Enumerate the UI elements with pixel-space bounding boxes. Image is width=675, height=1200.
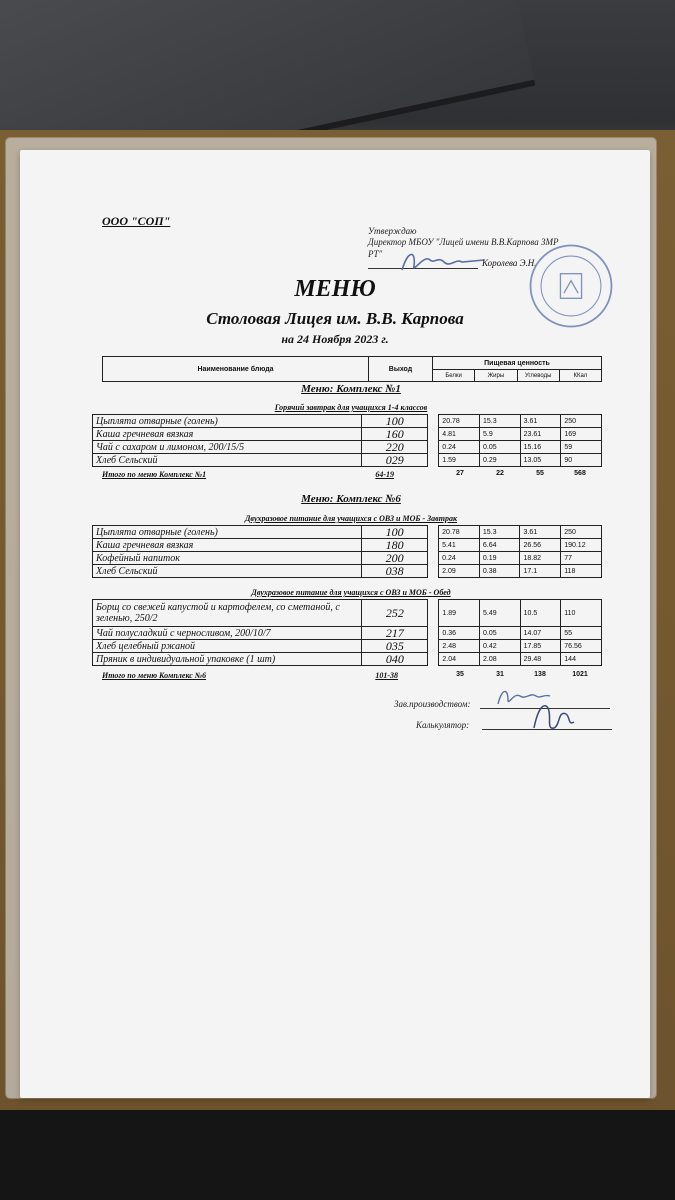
table-row: [93, 653, 602, 666]
table-row: [93, 552, 602, 565]
dish-proteins: 1.89: [439, 600, 480, 627]
complex1-title: Меню: Комплекс №1: [301, 383, 401, 395]
dish-output: 220: [362, 441, 428, 454]
dish-kcal: 118: [561, 565, 602, 578]
dish-proteins: 4.81: [439, 428, 480, 441]
cell-gap: [428, 640, 439, 653]
dish-carbs: 23.61: [520, 428, 561, 441]
dish-carbs: 18.82: [520, 552, 561, 565]
cell-gap: [428, 539, 439, 552]
dish-carbs: 29.48: [520, 653, 561, 666]
dish-proteins: 5.41: [439, 539, 480, 552]
table-row: [93, 640, 602, 653]
menu-sheet: [20, 150, 650, 1098]
dish-carbs: 10.5: [520, 600, 561, 627]
dish-kcal: 169: [561, 428, 602, 441]
dish-fats: 0.05: [480, 441, 521, 454]
dish-output: 180: [362, 539, 428, 552]
complex6-title: Меню: Комплекс №6: [301, 493, 401, 505]
dish-output: 160: [362, 428, 428, 441]
dish-kcal: 250: [561, 526, 602, 539]
complex6-section-lunch: Двухразовое питание для учащихся с ОВЗ и МОБ - Обед: [251, 588, 451, 597]
complex6-lunch-rows: [93, 600, 602, 666]
cell-gap: [428, 552, 439, 565]
dish-name: Пряник в индивидуальной упаковке (1 шт): [93, 653, 362, 666]
dish-fats: 0.29: [480, 454, 521, 467]
table-row: [93, 565, 602, 578]
table-row: [93, 627, 602, 640]
cell-gap: [428, 526, 439, 539]
complex1-rows: [93, 415, 602, 467]
complex6-breakfast-table: [92, 525, 602, 578]
dish-proteins: 1.59: [439, 454, 480, 467]
calculator-signature: [528, 698, 578, 738]
complex1-total-output: 64-19: [375, 470, 394, 479]
complex6-section-breakfast: Двухразовое питание для учащихся с ОВЗ и МОБ - Завтрак: [244, 514, 458, 523]
complex1-section: Горячий завтрак для учащихся 1-4 классов: [274, 403, 428, 412]
dish-fats: 15.3: [480, 415, 521, 428]
header-proteins: Белки: [433, 370, 475, 381]
dish-proteins: 20.78: [439, 415, 480, 428]
dish-kcal: 59: [561, 441, 602, 454]
dish-fats: 6.64: [479, 539, 520, 552]
dish-fats: 5.9: [480, 428, 521, 441]
table-row: [93, 428, 602, 441]
dish-carbs: 13.05: [520, 454, 561, 467]
dish-name: Хлеб целебный ржаной: [93, 640, 362, 653]
approver-name: Королева Э.Н.: [482, 258, 537, 268]
dish-proteins: 20.78: [439, 526, 480, 539]
dish-carbs: 17.85: [520, 640, 561, 653]
dish-name: Каша гречневая вязкая: [93, 428, 362, 441]
header-name: Наименование блюда: [103, 357, 369, 381]
dish-output: 029: [362, 454, 428, 467]
dish-proteins: 0.24: [439, 441, 480, 454]
header-kcal: ККал: [573, 372, 588, 379]
dish-proteins: 2.09: [439, 565, 480, 578]
dish-fats: 0.19: [479, 552, 520, 565]
complex1-total-label: Итого по меню Комплекс №1: [102, 470, 207, 479]
dish-kcal: 55: [561, 627, 602, 640]
background-bottom: [0, 1110, 675, 1200]
dish-name: Хлеб Сельский: [93, 565, 362, 578]
dish-name: Кофейный напиток: [93, 552, 362, 565]
dish-fats: 5.49: [479, 600, 520, 627]
approval-line-3: РТ": [368, 248, 383, 259]
cell-gap: [428, 627, 439, 640]
complex6-total-carbs: 138: [534, 671, 546, 678]
director-signature: [398, 246, 488, 276]
cell-gap: [428, 565, 439, 578]
dish-carbs: 17.1: [520, 565, 561, 578]
dish-carbs: 3.61: [520, 526, 561, 539]
table-row: [93, 539, 602, 552]
production-manager-label: Зав.производством:: [394, 699, 471, 709]
dish-kcal: 190.12: [561, 539, 602, 552]
header-output: Выход: [369, 357, 433, 381]
dish-name: Чай полусладкий с черносливом, 200/10/7: [93, 627, 362, 640]
dish-kcal: 144: [561, 653, 602, 666]
dish-fats: 0.05: [479, 627, 520, 640]
calculator-label: Калькулятор:: [416, 720, 470, 730]
dish-output: 100: [362, 415, 428, 428]
cell-gap: [428, 415, 439, 428]
dish-fats: 2.08: [479, 653, 520, 666]
dish-output: 038: [362, 565, 428, 578]
complex6-breakfast-rows: [93, 526, 602, 578]
dish-carbs: 15.16: [520, 441, 561, 454]
complex6-total-output: 101-38: [375, 671, 398, 680]
organization-name: ООО "СОП": [102, 214, 171, 228]
cell-gap: [428, 653, 439, 666]
header-nutrition-title: Пищевая ценность: [433, 357, 601, 370]
dish-fats: 0.38: [479, 565, 520, 578]
dish-kcal: 250: [561, 415, 602, 428]
complex6-total-proteins: 35: [456, 671, 464, 678]
header-carbs: Углеводы: [518, 370, 560, 381]
complex6-total: [102, 671, 600, 680]
cell-gap: [428, 454, 439, 467]
dish-kcal: 77: [561, 552, 602, 565]
dish-output: 252: [362, 600, 428, 627]
dish-output: 217: [362, 627, 428, 640]
dish-fats: 15.3: [479, 526, 520, 539]
complex6-lunch-table: [92, 599, 602, 666]
complex1-total-kcal: 568: [574, 470, 586, 477]
page-title: МЕНЮ: [294, 276, 376, 302]
dish-proteins: 2.04: [439, 653, 480, 666]
dish-name: Чай с сахаром и лимоном, 200/15/5: [93, 441, 362, 454]
complex1-total-fats: 22: [496, 470, 504, 477]
complex1-total: [102, 470, 600, 479]
table-row: [93, 441, 602, 454]
dish-proteins: 0.24: [439, 552, 480, 565]
dish-proteins: 2.48: [439, 640, 480, 653]
dish-fats: 0.42: [479, 640, 520, 653]
header-fats: Жиры: [475, 370, 517, 381]
complex6-total-kcal: 1021: [572, 671, 588, 678]
table-row: [93, 600, 602, 627]
complex6-total-label: Итого по меню Комплекс №6: [102, 671, 207, 680]
cell-gap: [428, 600, 439, 627]
dish-output: 035: [362, 640, 428, 653]
complex1-table: [92, 414, 602, 467]
dish-name: Цыплята отварные (голень): [93, 415, 362, 428]
table-row: [93, 454, 602, 467]
dish-name: Борщ со свежей капустой и картофелем, со сметаной, с зеленью, 250/2: [93, 600, 362, 627]
dish-carbs: 3.61: [520, 415, 561, 428]
cell-gap: [428, 428, 439, 441]
dish-kcal: 110: [561, 600, 602, 627]
dish-carbs: 14.07: [520, 627, 561, 640]
table-header: [102, 356, 602, 382]
table-row: [93, 415, 602, 428]
table-row: [93, 526, 602, 539]
header-nutrition: [433, 357, 601, 381]
dish-kcal: 76.56: [561, 640, 602, 653]
dish-carbs: 26.56: [520, 539, 561, 552]
approval-line-1: Утверждаю: [368, 226, 417, 236]
dish-name: Хлеб Сельский: [93, 454, 362, 467]
dish-name: Цыплята отварные (голень): [93, 526, 362, 539]
dish-output: 200: [362, 552, 428, 565]
dish-name: Каша гречневая вязкая: [93, 539, 362, 552]
menu-date: на 24 Ноября 2023 г.: [281, 332, 389, 346]
dish-output: 040: [362, 653, 428, 666]
dish-output: 100: [362, 526, 428, 539]
dish-kcal: 90: [561, 454, 602, 467]
cell-gap: [428, 441, 439, 454]
complex1-total-proteins: 27: [456, 470, 464, 477]
dish-proteins: 0.36: [439, 627, 480, 640]
page-subtitle: Столовая Лицея им. В.В. Карпова: [206, 309, 464, 328]
approval-line-2: Директор МБОУ "Лицей имени В.В.Карпова ЗМР: [368, 237, 559, 248]
complex1-total-carbs: 55: [536, 470, 544, 477]
complex6-total-fats: 31: [496, 671, 504, 678]
